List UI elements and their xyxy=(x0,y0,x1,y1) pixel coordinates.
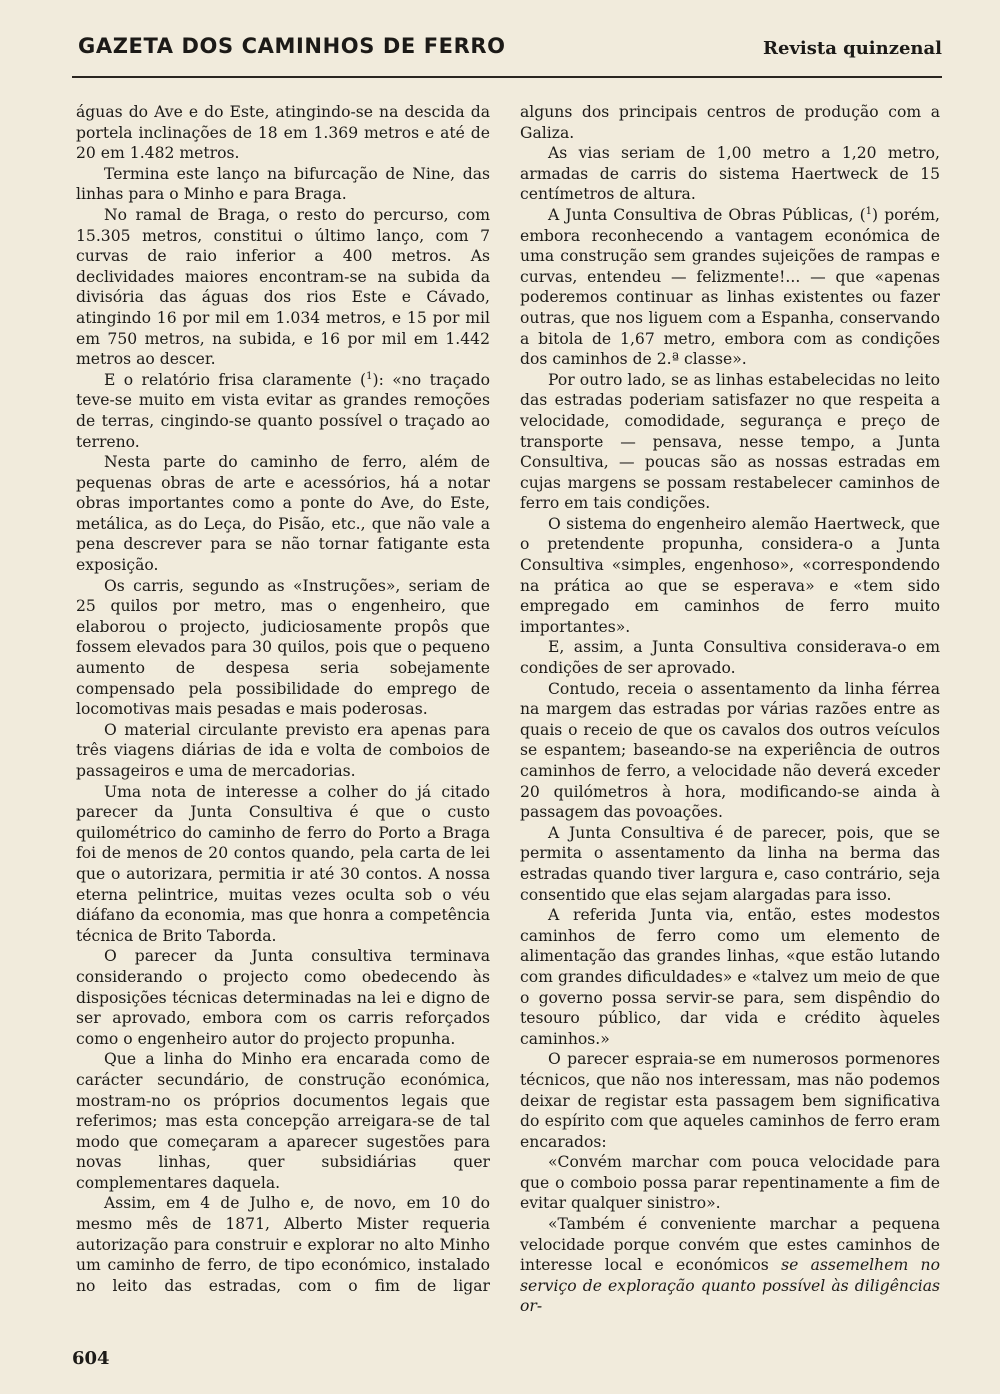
paragraph xyxy=(520,1214,940,1317)
paragraph: Por outro lado, se as linhas estabelecidas no leito das estradas poderiam satisfazer no que respeita a velocidade, comodidade, segurança e preço de transporte — pensava, nesse tempo, a Junta Consultiva, — poucas são as nossas estradas em cujas margens se possam restabelecer caminhos de ferro em tais condições. xyxy=(520,370,940,513)
footnote-marker[interactable]: 1 xyxy=(865,205,873,217)
paragraph: águas do Ave e do Este, atingindo-se na descida da portela inclinações de 18 em 1.369 metros e até de 20 em 1.482 metros. xyxy=(76,103,490,163)
paragraph: Que a linha do Minho era encarada como de carácter secundário, de construção económica, mostram-no os próprios documentos legais que referimos; mas esta concepção arreigara-se de tal modo que começaram a aparecer sugestões para novas linhas, quer subsidiárias quer complementares daquela. xyxy=(76,1050,490,1192)
journal-title: GAZETA DOS CAMINHOS DE FERRO xyxy=(78,34,506,58)
right-column xyxy=(520,102,940,1317)
paragraph: Termina este lanço na bifurcação de Nine, das linhas para o Minho e para Braga. xyxy=(76,164,490,204)
paragraph: O parecer da Junta consultiva terminava considerando o projecto como obedecendo às disposições técnicas determinadas na lei e digno de ser aprovado, embora com os carris reforçados como o engenheiro autor do projecto propunha. xyxy=(76,947,490,1048)
paragraph: No ramal de Braga, o resto do percurso, com 15.305 metros, constitui o último lanço, com 7 curvas de raio inferior a 400 metros. As declividades maiores encontram-se na subida da divisória das águas dos rios Este e Cávado, atingindo 16 por mil em 1.034 metros, e 15 por mil em 750 metros, na subida, e 16 por mil em 1.442 metros ao descer. xyxy=(76,205,490,369)
paragraph: A Junta Consultiva é de parecer, pois, que se permita o assentamento da linha na berma das estradas quando tiver largura e, caso contrário, seja consentido que elas sejam alargadas para isso. xyxy=(520,823,940,904)
paragraph: E, assim, a Junta Consultiva considerava-o em condições de ser aprovado. xyxy=(520,638,940,678)
paragraph: Os carris, segundo as «Instruções», seriam de 25 quilos por metro, mas o engenheiro, que elaborou o projecto, judiciosamente propôs que fossem elevados para 30 quilos, pois que o pequeno aumento de despesa seria sobejamente compensado pela possibilidade do emprego de locomotivas mais pesadas e mais poderosas. xyxy=(76,576,490,719)
paragraph: A Junta Consultiva de Obras Públicas, ($^1$) porém, embora reconhecendo a vantagem económica de uma construção sem grandes sujeições de rampas e curvas, entendeu — felizmente!... — que «apenas poderemos continuar as linhas existentes ou fazer outras, que nos liguem com a Espanha, conservando a bitola de 1,67 metro, embora com as condições dos caminhos de 2.ª classe». xyxy=(520,205,940,369)
paragraph: alguns dos principais centros de produção com a Galiza. xyxy=(520,103,940,142)
journal-subtitle: Revista quinzenal xyxy=(763,38,942,59)
paragraph: Uma nota de interesse a colher do já citado parecer da Junta Consultiva é que o custo quilométrico do caminho de ferro do Porto a Braga foi de menos de 20 contos quando, pela carta de lei que o autorizara, permitia ir até 30 contos. A nossa eterna pelintrice, muitas vezes oculta sob o véu diáfano da economia, mas que honra a competência técnica de Brito Taborda. xyxy=(76,782,490,945)
paragraph: O material circulante previsto era apenas para três viagens diárias de ida e volta de comboios de passageiros e uma de mercadorias. xyxy=(76,720,490,780)
paragraph: A referida Junta via, então, estes modestos caminhos de ferro como um elemento de alimentação das grandes linhas, «que estão lutando com grandes dificuldades» e «talvez um meio de que o governo possa servir-se para, sem dispêndio do tesouro público, dar vida e crédito àqueles caminhos.» xyxy=(520,906,940,1048)
paragraph: O sistema do engenheiro alemão Haertweck, que o pretendente propunha, considera-o a Junta Consultiva «simples, engenhoso», «correspondendo na prática ao que se esperava» e «tem sido empregado em caminhos de ferro muito importantes». xyxy=(520,514,940,636)
header-rule xyxy=(72,76,942,78)
paragraph-text: «Também é conveniente marchar a pequena velocidade porque convém que estes caminhos de interesse local e económicos xyxy=(520,1215,940,1275)
left-column xyxy=(76,102,490,1296)
paragraph: Assim, em 4 de Julho e, de novo, em 10 do mesmo mês de 1871, Alberto Mister requeria autorização para construir e explorar no alto Minho um caminho de ferro, de tipo económico, instalado no leito das estradas, com o fim de ligar xyxy=(76,1194,490,1295)
page-header xyxy=(78,30,942,74)
paragraph: Contudo, receia o assentamento da linha férrea na margem das estradas por várias razões entre as quais o receio de que os cavalos dos outros veículos se espantem; baseando-se na experiência de outros caminhos de ferro, a velocidade não deverá exceder 20 quilómetros à hora, modificando-se ainda à passagem das povoações. xyxy=(520,679,940,822)
italic-text: se assemelhem no serviço de exploração quanto possível às diligências or- xyxy=(520,1256,940,1316)
footnote-marker[interactable]: 1 xyxy=(366,370,373,382)
paragraph: E o relatório frisa claramente ($^1$): «no traçado teve-se muito em vista evitar as grandes remoções de terras, cingindo-se quanto possível o traçado ao terreno. xyxy=(76,370,491,451)
paragraph: Nesta parte do caminho de ferro, além de pequenas obras de arte e acessórios, há a notar obras importantes como a ponte do Ave, do Este, metálica, as do Leça, do Pisão, etc., que não vale a pena descrever para se não tornar fatigante esta exposição. xyxy=(76,453,490,575)
page-number: 604 xyxy=(72,1348,110,1369)
paragraph: O parecer espraia-se em numerosos pormenores técnicos, que não nos interessam, mas não podemos deixar de registar esta passagem bem significativa do espírito com que aqueles caminhos de ferro eram encarados: xyxy=(520,1050,940,1151)
paragraph: «Convém marchar com pouca velocidade para que o comboio possa parar repentinamente a fim de evitar qualquer sinistro». xyxy=(520,1153,940,1213)
paragraph: As vias seriam de 1,00 metro a 1,20 metro, armadas de carris do sistema Haertweck de 15 centímetros de altura. xyxy=(520,144,940,204)
